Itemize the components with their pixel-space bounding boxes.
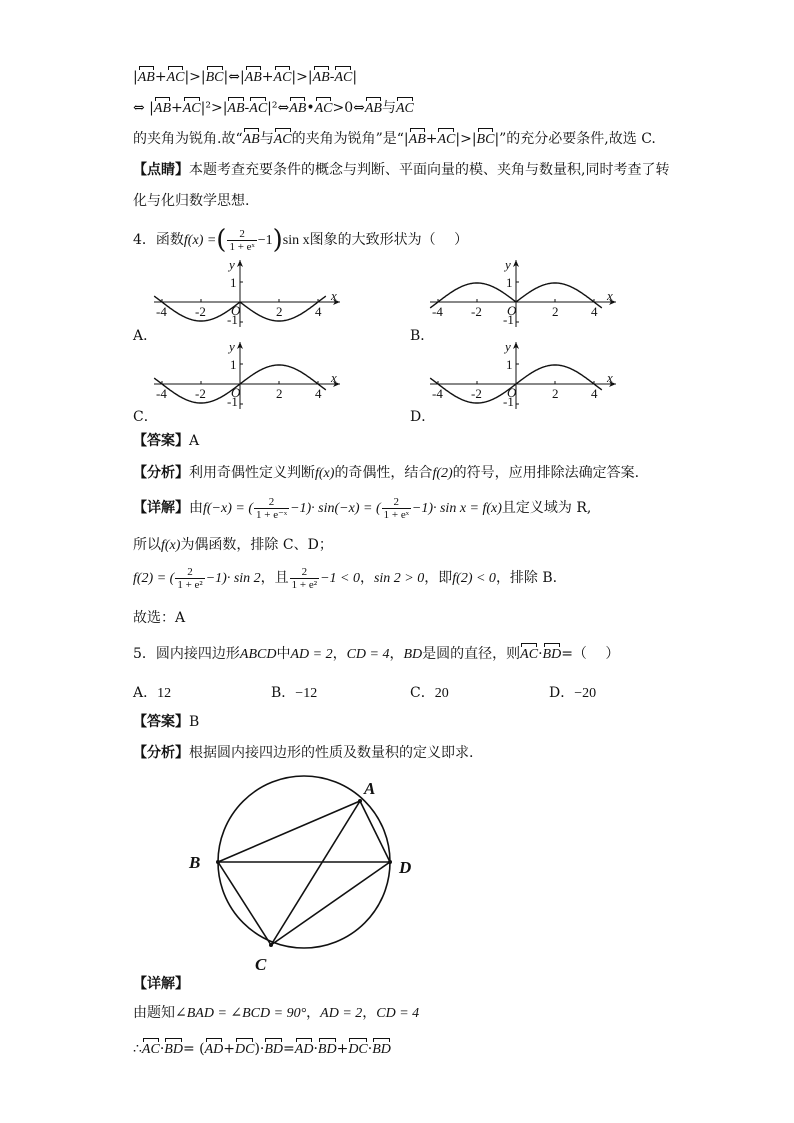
text: 的奇偶性，结合 bbox=[334, 465, 433, 481]
fraction bbox=[382, 496, 411, 521]
vector-bd: BD bbox=[372, 1042, 391, 1057]
square-compare: |²>| bbox=[200, 100, 228, 116]
q5-detail-2 bbox=[133, 1040, 391, 1059]
point-a-dot bbox=[358, 799, 362, 803]
vector-bd: BD bbox=[317, 1042, 337, 1057]
q4-choose bbox=[133, 609, 185, 627]
option-value: 20 bbox=[434, 686, 449, 701]
equals: = ( bbox=[182, 1041, 205, 1057]
numerator: 2 bbox=[254, 496, 289, 509]
q5-answer bbox=[133, 713, 199, 731]
option-value: −12 bbox=[295, 686, 318, 701]
vector-ab: AB bbox=[408, 132, 426, 147]
analysis-tag: 【分析】 bbox=[133, 745, 189, 761]
vector-ad: AD bbox=[294, 1042, 314, 1057]
dianjing-text: 化与化归数学思想. bbox=[133, 193, 250, 209]
vector-ac: AC bbox=[520, 647, 539, 662]
vector-ab: AB bbox=[364, 101, 382, 116]
y-tick-label: 1 bbox=[506, 357, 513, 372]
close-paren: )· bbox=[254, 1041, 265, 1057]
math-expr: −1)· sin x = f(x) bbox=[411, 501, 502, 516]
text: 的夹角为锐角.故“ bbox=[133, 131, 243, 147]
question-number: 4．函数 bbox=[133, 232, 184, 248]
q4-answer bbox=[133, 432, 199, 450]
text: 的符号，应用排除法确定答案. bbox=[452, 465, 640, 481]
vector-dc: DC bbox=[235, 1042, 255, 1057]
math-abcd: ABCD bbox=[239, 647, 277, 662]
dianjing-line bbox=[133, 161, 669, 179]
x-tick-label: 4 bbox=[315, 304, 322, 319]
abs-bar: | bbox=[133, 69, 138, 85]
question-text: 图象的大致形状为（ ） bbox=[309, 232, 469, 248]
vector-bd: BD bbox=[164, 1042, 183, 1057]
text: ， bbox=[362, 1005, 377, 1021]
answer-tag: 【答案】 bbox=[133, 714, 189, 730]
x-axis-label: x bbox=[607, 370, 613, 385]
x-axis-label: x bbox=[331, 288, 337, 303]
vector-ab: AB bbox=[244, 70, 262, 85]
conjunction: 与 bbox=[381, 100, 396, 116]
therefore: ∴ bbox=[133, 1041, 142, 1057]
dianjing-text: 本题考查充要条件的概念与判断、平面向量的模、夹角与数量积,同时考查了转 bbox=[189, 162, 670, 178]
plus-sign: + bbox=[171, 100, 183, 116]
segment-ad bbox=[360, 801, 390, 862]
segment-ba bbox=[218, 801, 360, 862]
greater-than-zero: >0⇔ bbox=[332, 100, 365, 116]
vector-ab: AB bbox=[137, 70, 155, 85]
answer-tag: 【答案】 bbox=[133, 433, 189, 449]
x-tick-label: -4 bbox=[432, 386, 443, 401]
text: 中 bbox=[276, 646, 291, 662]
minus-sign: - bbox=[329, 69, 335, 85]
option-d bbox=[549, 682, 689, 702]
vector-ab: AB bbox=[153, 101, 172, 116]
text: ， bbox=[359, 570, 374, 586]
text: 且定义域为 R, bbox=[501, 500, 592, 516]
x-tick-label: 2 bbox=[552, 386, 559, 401]
math-expr: −1)· sin(−x) = ( bbox=[290, 501, 381, 516]
question-5 bbox=[133, 645, 619, 664]
origin-label: O bbox=[507, 303, 517, 318]
square-iff: |²⇔ bbox=[267, 100, 290, 116]
plus-sign: + bbox=[261, 69, 274, 85]
vector-dc: DC bbox=[348, 1042, 368, 1057]
left-paren: ( bbox=[216, 225, 227, 255]
x-tick-label: -2 bbox=[471, 386, 482, 401]
dot-product: · bbox=[159, 1041, 165, 1057]
text: ，且 bbox=[260, 570, 289, 586]
math-cd: CD = 4 bbox=[376, 1006, 420, 1021]
text: ，即 bbox=[424, 570, 453, 586]
fraction bbox=[175, 566, 204, 591]
numerator: 2 bbox=[227, 228, 256, 241]
plus-sign: + bbox=[425, 131, 438, 147]
fraction bbox=[227, 228, 256, 253]
y-tick-label: -1 bbox=[503, 312, 514, 327]
equals: = bbox=[283, 1041, 295, 1057]
vector-ac: AC bbox=[395, 101, 414, 116]
x-tick-label: 2 bbox=[276, 386, 283, 401]
y-tick-label: 1 bbox=[230, 357, 237, 372]
function-name: f(x) = bbox=[183, 233, 217, 248]
q5-detail-1 bbox=[133, 1004, 419, 1023]
option-a bbox=[133, 682, 273, 702]
vector-ac: AC bbox=[314, 101, 333, 116]
q5-detail-tag-line bbox=[133, 975, 189, 993]
analysis-text: 根据圆内接四边形的性质及数量积的定义即求. bbox=[189, 745, 474, 761]
vector-ac: AC bbox=[249, 101, 268, 116]
vector-bd: BD bbox=[542, 647, 562, 662]
text: ， bbox=[332, 646, 347, 662]
dot-product: • bbox=[306, 100, 315, 116]
vector-ab: AB bbox=[289, 101, 307, 116]
y-axis-label: y bbox=[505, 257, 511, 272]
option-d-label: D． bbox=[410, 409, 436, 425]
label-d: D bbox=[399, 858, 412, 877]
text: 为偶函数，排除 C、D； bbox=[180, 537, 333, 553]
option-label: A． bbox=[133, 685, 158, 701]
x-tick-label: 2 bbox=[276, 304, 283, 319]
numerator: 2 bbox=[290, 566, 319, 579]
math-bd: BD bbox=[403, 647, 423, 662]
y-axis-label: y bbox=[505, 339, 511, 354]
minus-one: −1 bbox=[257, 233, 273, 248]
x-axis-label: x bbox=[331, 370, 337, 385]
text: ， bbox=[389, 646, 404, 662]
point-b-dot bbox=[216, 860, 220, 864]
dot-product: · bbox=[313, 1041, 318, 1057]
text: 是圆的直径，则 bbox=[422, 646, 521, 662]
answer-value: A bbox=[189, 433, 200, 449]
vector-bd: BD bbox=[264, 1042, 284, 1057]
option-graphs bbox=[0, 255, 794, 425]
fraction bbox=[290, 566, 319, 591]
vector-ad: AD bbox=[204, 1042, 224, 1057]
point-d-dot bbox=[388, 860, 392, 864]
option-label: D． bbox=[549, 685, 575, 701]
option-label: B． bbox=[271, 685, 296, 701]
label-b: B bbox=[189, 853, 201, 872]
option-label: C． bbox=[410, 685, 435, 701]
q4-detail-1 bbox=[133, 494, 591, 523]
vector-ac: AC bbox=[182, 101, 201, 116]
y-tick-label: -1 bbox=[503, 394, 514, 409]
sin-x: sin x bbox=[282, 233, 310, 248]
plus-sign: + bbox=[223, 1041, 235, 1057]
x-tick-label: -4 bbox=[432, 304, 443, 319]
vector-ac: AC bbox=[437, 132, 456, 147]
denominator: 1 + eˣ bbox=[383, 508, 409, 521]
math-expr: −1)· sin 2 bbox=[205, 571, 261, 586]
x-tick-label: -4 bbox=[156, 386, 167, 401]
q5-analysis bbox=[133, 744, 473, 762]
vector-ac: AC bbox=[141, 1042, 160, 1057]
y-axis-label: y bbox=[229, 339, 235, 354]
iff-symbol: ⇔ | bbox=[133, 100, 154, 116]
math-expr: −1 < 0 bbox=[320, 571, 360, 586]
circle-figure bbox=[185, 772, 425, 982]
conclusion-line bbox=[133, 130, 656, 149]
math-fx: f(x) bbox=[315, 466, 335, 481]
text: ， bbox=[306, 1005, 321, 1021]
answer-value: B bbox=[189, 714, 200, 730]
dianjing-tag: 【点睛】 bbox=[133, 162, 189, 178]
dot-product: · bbox=[538, 646, 543, 662]
label-c: C bbox=[255, 955, 267, 974]
abs-bar: | bbox=[352, 69, 358, 85]
plus-sign: + bbox=[336, 1041, 349, 1057]
math-ad: AD = 2 bbox=[290, 647, 333, 662]
option-value: −20 bbox=[574, 686, 597, 701]
option-a-label: A． bbox=[133, 328, 158, 344]
q4-analysis bbox=[133, 464, 639, 483]
option-b bbox=[271, 682, 411, 702]
y-tick-label: 1 bbox=[230, 275, 237, 290]
equals: = bbox=[561, 646, 573, 662]
x-tick-label: 4 bbox=[591, 386, 598, 401]
point-c-dot bbox=[269, 943, 273, 947]
math-expr: f(2) = ( bbox=[133, 571, 175, 586]
x-tick-label: -2 bbox=[195, 304, 206, 319]
conjunction: 与 bbox=[259, 131, 274, 147]
q4-detail-3 bbox=[133, 564, 557, 593]
minus-sign: - bbox=[244, 100, 250, 116]
x-tick-label: 4 bbox=[591, 304, 598, 319]
text: 由题知 bbox=[133, 1005, 175, 1021]
dot-product: · bbox=[367, 1041, 373, 1057]
segment-cd bbox=[271, 862, 390, 945]
denominator: 1 + eˣ bbox=[229, 240, 255, 253]
fraction bbox=[254, 496, 289, 521]
equivalence-line-1 bbox=[133, 68, 357, 87]
comparison: |>| bbox=[455, 131, 477, 147]
math-f2: f(2) bbox=[432, 466, 453, 481]
dianjing-line-2 bbox=[133, 192, 249, 210]
vector-ac: AC bbox=[273, 70, 292, 85]
detail-tag: 【详解】 bbox=[133, 976, 189, 992]
analysis-tag: 【分析】 bbox=[133, 465, 189, 481]
option-c-label: C． bbox=[133, 409, 158, 425]
comparison: |>| bbox=[291, 69, 313, 85]
x-tick-label: -2 bbox=[195, 386, 206, 401]
y-axis-label: y bbox=[229, 257, 235, 272]
option-value: 12 bbox=[157, 686, 172, 701]
numerator: 2 bbox=[175, 566, 204, 579]
y-tick-label: 1 bbox=[506, 275, 513, 290]
right-paren: ) bbox=[272, 225, 283, 255]
equivalence-line-2 bbox=[133, 99, 414, 118]
math-ad: AD = 2 bbox=[320, 1006, 363, 1021]
plus-sign: + bbox=[154, 69, 167, 85]
choose-text: 故选：A bbox=[133, 610, 186, 626]
label-a: A bbox=[364, 779, 376, 798]
y-tick-label: -1 bbox=[227, 312, 238, 327]
denominator: 1 + e⁻ˣ bbox=[255, 508, 288, 521]
vector-ac: AC bbox=[166, 70, 185, 85]
question-4 bbox=[133, 226, 468, 255]
x-axis-label: x bbox=[607, 288, 613, 303]
x-tick-label: 2 bbox=[552, 304, 559, 319]
segment-bc bbox=[218, 862, 271, 945]
x-tick-label: -4 bbox=[156, 304, 167, 319]
detail-tag: 【详解】 bbox=[133, 500, 189, 516]
x-tick-label: 4 bbox=[315, 386, 322, 401]
question-number: 5．圆内接四边形 bbox=[133, 646, 240, 662]
text: 的夹角为锐角”是“| bbox=[291, 131, 409, 147]
iff-symbol: |⇔| bbox=[223, 69, 245, 85]
segment-ac bbox=[271, 801, 360, 945]
vector-bc: BC bbox=[476, 132, 495, 147]
vector-bc: BC bbox=[205, 70, 224, 85]
vector-ab: AB bbox=[227, 101, 245, 116]
vector-ac: AC bbox=[273, 132, 292, 147]
text: 由 bbox=[189, 500, 203, 516]
origin-label: O bbox=[231, 303, 241, 318]
text: 所以 bbox=[133, 537, 161, 553]
x-tick-label: -2 bbox=[471, 304, 482, 319]
option-c bbox=[410, 682, 550, 702]
option-b-label: B． bbox=[410, 328, 435, 344]
text: ，排除 B. bbox=[495, 570, 558, 586]
vector-ac: AC bbox=[334, 70, 353, 85]
numerator: 2 bbox=[382, 496, 411, 509]
math-expr: f(−x) = ( bbox=[203, 501, 253, 516]
q4-detail-2 bbox=[133, 536, 333, 555]
origin-label: O bbox=[231, 385, 241, 400]
vector-ab: AB bbox=[242, 132, 260, 147]
math-expr: sin 2 > 0 bbox=[373, 571, 425, 586]
text: |”的充分必要条件,故选 C. bbox=[494, 131, 656, 147]
vector-ab: AB bbox=[312, 70, 330, 85]
comparison: |>| bbox=[184, 69, 206, 85]
math-expr: f(2) < 0 bbox=[452, 571, 496, 586]
y-tick-label: -1 bbox=[227, 394, 238, 409]
origin-label: O bbox=[507, 385, 517, 400]
text: 利用奇偶性定义判断 bbox=[189, 465, 315, 481]
math-cd: CD = 4 bbox=[346, 647, 390, 662]
answer-bracket: （ ） bbox=[572, 646, 620, 662]
denominator: 1 + e² bbox=[291, 578, 318, 591]
math-angles: ∠BAD = ∠BCD = 90° bbox=[175, 1006, 307, 1021]
denominator: 1 + e² bbox=[177, 578, 203, 591]
math-fx: f(x) bbox=[161, 538, 181, 553]
